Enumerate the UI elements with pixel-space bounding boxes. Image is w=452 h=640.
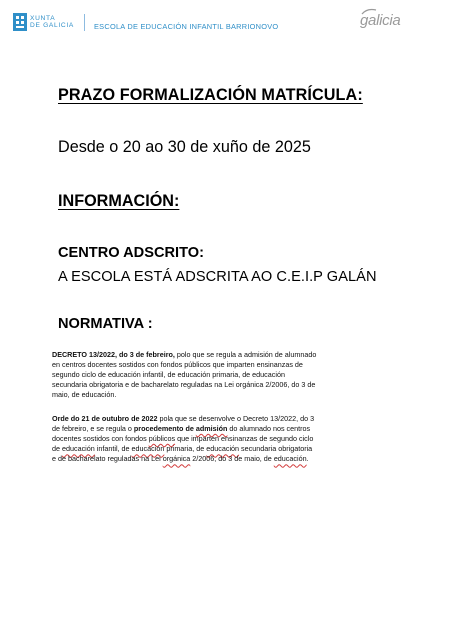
orde-procedemento: procedemento de (133, 424, 196, 434)
galicia-wordmark: galicia (360, 12, 401, 29)
xunta-line1: XUNTA (30, 14, 56, 22)
orde-admision: admisión (195, 424, 228, 434)
xunta-line2: DE GALICIA (30, 22, 75, 29)
deadline-dates: Desde o 20 ao 30 de xuño de 2025 (58, 138, 311, 156)
information-heading: INFORMACIÓN: (58, 192, 180, 210)
decreto-line4: secundaria obrigatoria e de bacharelato reguladas na Lei orgánica 2/2006, do 3 de (52, 380, 316, 390)
decreto-line5: maio, de educación. (52, 390, 117, 400)
orde-line5-a: e de bacharelato reguladas na Lei (52, 454, 163, 464)
orde-line5-c: . (306, 454, 309, 464)
header-divider (84, 14, 85, 31)
orde-educacion-3: educación (206, 444, 240, 454)
orde-educacion-2: educación (131, 444, 165, 454)
xunta-wordmark (30, 15, 74, 30)
orde-publicos: públicos (148, 434, 176, 444)
orde-line4-a: de (52, 444, 62, 454)
orde-line1: pola que se desenvolve o Decreto 13/2022, do 3 (157, 414, 315, 423)
school-name: ESCOLA DE EDUCACIÓN INFANTIL BARRIONOVO (94, 22, 279, 31)
orde-line4-d: secundaria obrigatoria (239, 444, 313, 454)
orde-educacion-4: educación (273, 454, 307, 464)
xunta-logo (13, 13, 74, 31)
orde-line2-b: do alumnado nos centros (227, 424, 311, 434)
orde-line5-b: 2/2006, do 3 de maio, de (190, 454, 274, 464)
orde-line3-a: docentes sostidos con fondos (52, 434, 149, 444)
normativa-heading: NORMATIVA : (58, 316, 153, 332)
orde-line4-b: infantil, de (94, 444, 132, 454)
xunta-emblem-icon (13, 13, 27, 31)
decreto-line2: en centros docentes sostidos con fondos públicos que imparten ensinanzas de (52, 360, 303, 370)
orde-line4-c: primaria, de (164, 444, 207, 454)
decreto-paragraph (52, 350, 404, 400)
orde-paragraph (52, 414, 404, 464)
centro-adscrito-label: CENTRO ADSCRITO: (58, 245, 204, 261)
decreto-title: DECRETO 13/2022, do 3 de febreiro, (52, 350, 175, 359)
page-header (0, 0, 452, 40)
decreto-line1: polo que se regula a admisión de alumnado (174, 350, 317, 359)
orde-line3-b: que imparten ensinanzas de segundo ciclo (175, 434, 314, 444)
orde-line2-a: de febreiro, e se regula o (52, 424, 134, 434)
orde-educacion-1: educación (62, 444, 95, 454)
orde-organica: orgánica (162, 454, 191, 464)
decreto-line3: segundo ciclo de educación infantil, de educación primaria, de educación (52, 370, 285, 380)
deadline-heading: PRAZO FORMALIZACIÓN MATRÍCULA: (58, 86, 363, 104)
galicia-swoosh-icon (361, 8, 377, 16)
orde-title: Orde do 21 de outubro de 2022 (52, 414, 158, 423)
centro-adscrito-text: A ESCOLA ESTÁ ADSCRITA AO C.E.I.P GALÁN (58, 269, 377, 285)
galicia-logo (360, 12, 400, 29)
